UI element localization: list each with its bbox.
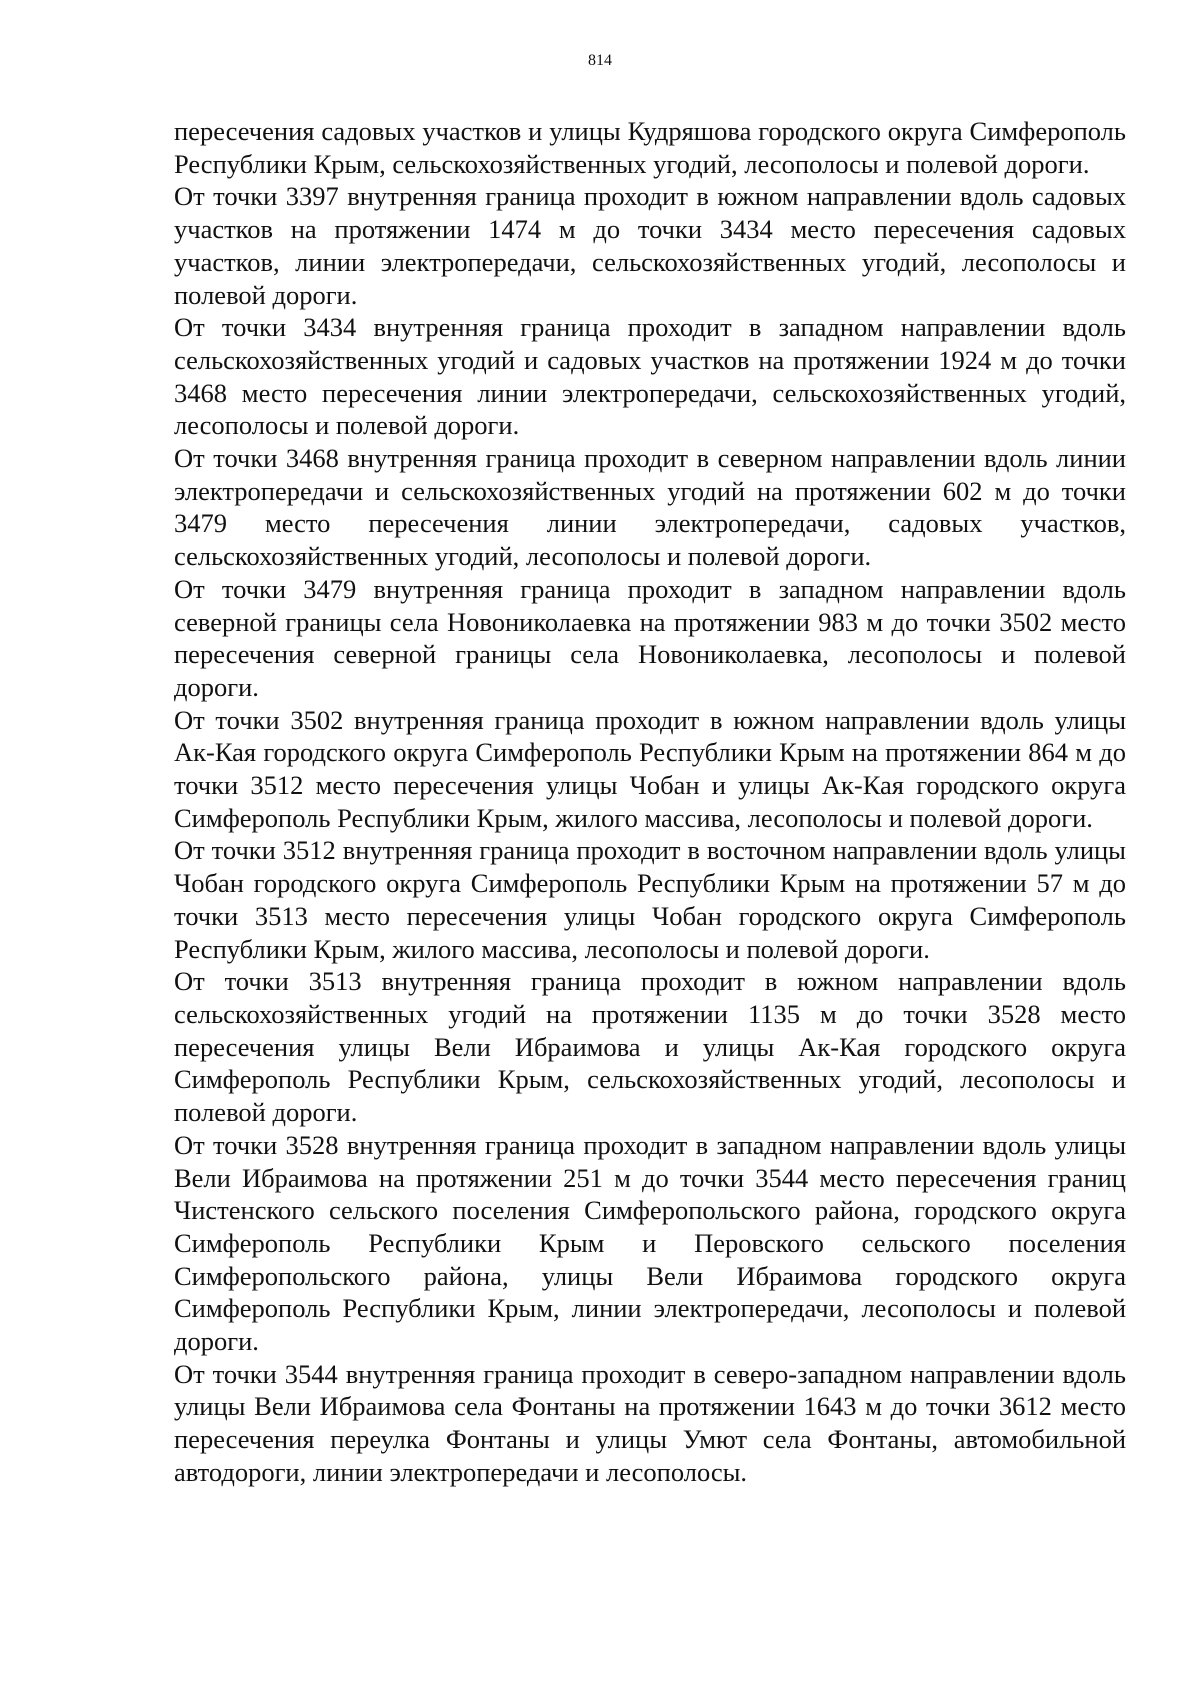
paragraph-6: От точки 3502 внутренняя граница проходит в южном направлении вдоль улицы Ак-Кая городского округа Симферополь Республики Крым на протяжении 864 м до точки 3512 место пересечения улицы Чобан и улицы Ак-Кая городского округа Симферополь Республики Крым, жилого массива, лесополосы и полевой дороги. [174,704,1126,833]
paragraph-9: От точки 3528 внутренняя граница проходит в западном направлении вдоль улицы Вели Ибраимова на протяжении 251 м до точки 3544 место пересечения границ Чистенского сельского поселения Симферопольского района, городского округа Симферополь Республики Крым и Перовского сельского поселения Симферопольского района, улицы Вели Ибраимова городского округа Симферополь Республики Крым, линии электропередачи, лесополосы и полевой дороги. [174,1129,1126,1357]
paragraph-8: От точки 3513 внутренняя граница проходит в южном направлении вдоль сельскохозяйственных угодий на протяжении 1135 м до точки 3528 место пересечения улицы Вели Ибраимова и улицы Ак-Кая городского округа Симферополь Республики Крым, сельскохозяйственных угодий, лесополосы и полевой дороги. [174,966,1126,1128]
paragraph-4: От точки 3468 внутренняя граница проходит в северном направлении вдоль линии электропередачи и сельскохозяйственных угодий на протяжении 602 м до точки 3479 место пересечения линии электропередачи, садовых участков, сельскохозяйственных угодий, лесополосы и полевой дороги. [174,443,1126,572]
paragraph-2: От точки 3397 внутренняя граница проходит в южном направлении вдоль садовых участков на протяжении 1474 м до точки 3434 место пересечения садовых участков, линии электропередачи, сельскохозяйственных угодий, лесополосы и полевой дороги. [174,181,1126,310]
paragraph-3: От точки 3434 внутренняя граница проходит в западном направлении вдоль сельскохозяйственных угодий и садовых участков на протяжении 1924 м до точки 3468 место пересечения линии электропередачи, сельскохозяйственных угодий, лесополосы и полевой дороги. [174,312,1126,441]
document-body [174,115,1126,1489]
paragraph-10: От точки 3544 внутренняя граница проходит в северо-западном направлении вдоль улицы Вели Ибраимова села Фонтаны на протяжении 1643 м до точки 3612 место пересечения переулка Фонтаны и улицы Умют села Фонтаны, автомобильной автодороги, линии электропередачи и лесополосы. [174,1358,1126,1487]
page-number: 814 [588,52,612,69]
paragraph-5: От точки 3479 внутренняя граница проходит в западном направлении вдоль северной границы села Новониколаевка на протяжении 983 м до точки 3502 место пересечения северной границы села Новониколаевка, лесополосы и полевой дороги. [174,573,1126,702]
paragraph-7: От точки 3512 внутренняя граница проходит в восточном направлении вдоль улицы Чобан городского округа Симферополь Республики Крым на протяжении 57 м до точки 3513 место пересечения улицы Чобан городского округа Симферополь Республики Крым, жилого массива, лесополосы и полевой дороги. [174,835,1126,964]
paragraph-1: пересечения садовых участков и улицы Кудряшова городского округа Симферополь Республики Крым, сельскохозяйственных угодий, лесополосы и полевой дороги. [174,116,1126,179]
